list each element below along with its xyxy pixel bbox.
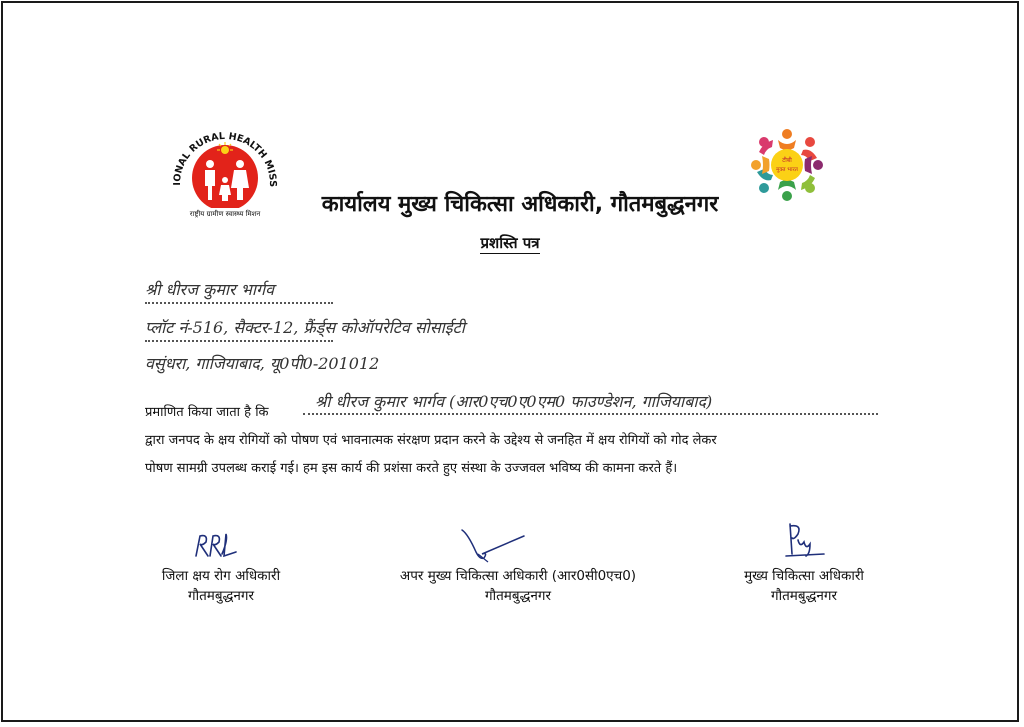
nrhm-logo bbox=[158, 106, 292, 218]
certificate-title-text: प्रशस्ति पत्र bbox=[480, 234, 540, 252]
office-title: कार्यालय मुख्य चिकित्सा अधिकारी, गौतमबुद्धनगर bbox=[321, 192, 719, 217]
signatory-designation: जिला क्षय रोग अधिकारी bbox=[161, 568, 281, 584]
signatory-designation: अपर मुख्य चिकित्सा अधिकारी (आर0सी0एच0) bbox=[399, 568, 637, 584]
signatory-block-1 bbox=[140, 566, 302, 606]
nrhm-arc-text: IONAL RURAL HEALTH MISS bbox=[171, 130, 279, 188]
signature-2 bbox=[458, 524, 530, 566]
dotted-rule bbox=[303, 413, 878, 415]
dotted-rule bbox=[145, 302, 333, 304]
signatory-block-2 bbox=[356, 566, 680, 606]
address-line-1: प्लॉट नं-516, सैक्टर-12, फ्रैंर्ड्स कोऑपरेटिव सोसाईटी bbox=[145, 318, 465, 337]
certificate-title bbox=[440, 233, 580, 253]
body-text-line-2: पोषण सामग्री उपलब्ध कराई गई। हम इस कार्य की प्रशंसा करते हुए संस्था के उज्जवल भविष्य की कामना करते हैं। bbox=[145, 461, 678, 476]
signatory-location: गौतमबुद्धनगर bbox=[771, 588, 837, 604]
signatory-location: गौतमबुद्धनगर bbox=[485, 588, 551, 604]
tb-logo-text-2: मुक्त भारत bbox=[776, 167, 798, 173]
recipient-name: श्री धीरज कुमार भार्गव (आर0एच0ए0एम0 फाउण्डेशन, गाजियाबाद) bbox=[315, 392, 713, 411]
signatory-block-3 bbox=[720, 566, 888, 606]
body-text-line-1: द्वारा जनपद के क्षय रोगियों को पोषण एवं भावनात्मक संरक्षण प्रदान करने के उद्देश्य से जनहित में क्षय रोगियों को गोद लेकर bbox=[145, 433, 717, 448]
signature-3 bbox=[780, 520, 828, 562]
certify-label: प्रमाणित किया जाता है कि bbox=[145, 405, 269, 420]
signatory-location: गौतमबुद्धनगर bbox=[188, 588, 254, 604]
signatory-designation: मुख्य चिकित्सा अधिकारी bbox=[744, 568, 864, 584]
tb-logo-text-1: टीबी bbox=[782, 157, 792, 164]
recipient-name-line: श्री धीरज कुमार भार्गव bbox=[145, 280, 274, 299]
address-line-2: वसुंधरा, गाजियाबाद, यू0पी0-201012 bbox=[145, 354, 380, 373]
signature-1 bbox=[192, 530, 240, 562]
tb-mukt-bharat-logo bbox=[748, 126, 826, 204]
nrhm-subtitle: राष्ट्रीय ग्रामीण स्वास्थ्य मिशन bbox=[189, 210, 261, 218]
dotted-rule bbox=[145, 340, 333, 342]
